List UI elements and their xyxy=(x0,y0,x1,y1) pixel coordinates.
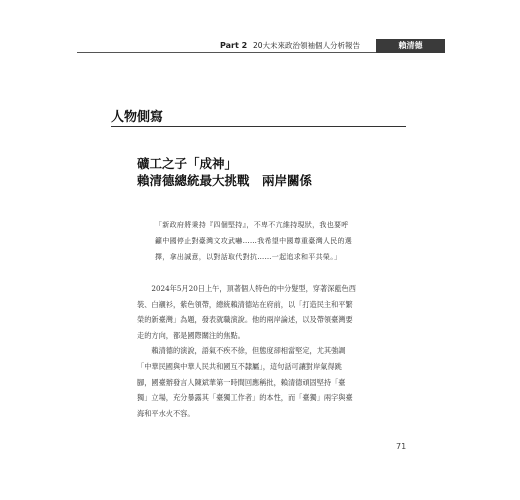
body-line: 腳，國臺辦發言人陳斌華第一時間回應稱批，賴清德頑固堅持「臺 xyxy=(137,377,346,387)
body-line: 海和平水火不容。 xyxy=(137,408,195,418)
body-line: 2024年5月20日上午，頂著個人特色的中分髮型，穿著深藍色西 xyxy=(137,284,356,293)
section-rule xyxy=(111,126,406,127)
headline xyxy=(137,155,312,189)
headline-line-1: 礦工之子「成神」 xyxy=(137,156,238,171)
section-title: 人物側寫 xyxy=(111,110,164,125)
quote-line: 擇，拿出誠意，以對話取代對抗……一起追求和平共榮。」 xyxy=(155,253,342,261)
headline-line-2: 賴清德總統最大挑戰 兩岸關係 xyxy=(137,173,313,188)
body-text xyxy=(137,282,407,422)
quote-line: 籲中國停止對臺灣文攻武嚇……我希望中國尊重臺灣人民的選 xyxy=(155,237,353,245)
quote-line: 「新政府將秉持『四個堅持』，不卑不亢維持現狀，我也要呼 xyxy=(155,221,349,229)
body-line: 裝、白襯衫，紫色領帶，總統賴清德站在府前，以「打造民主和平繁 xyxy=(137,299,353,309)
body-line: 「中華民國與中華人民共和國互不隸屬」，這句話可讓對岸氣得跳 xyxy=(137,361,342,371)
chapter-name-tab: 賴清德 xyxy=(376,39,445,53)
body-line: 走的方向，都是國際關注的焦點。 xyxy=(137,330,245,340)
body-line: 榮的新臺灣」為題，發表就職演說。他的兩岸論述，以及帶領臺灣要 xyxy=(137,315,353,325)
part-label: Part 2 xyxy=(220,41,248,50)
page-number: 71 xyxy=(396,442,407,451)
pull-quote xyxy=(155,217,405,265)
book-title: 20大未來政治領袖個人分析報告 xyxy=(253,41,361,50)
body-line: 賴清德的演說，語氣不疾不徐，但態度卻相當堅定，尤其強調 xyxy=(137,346,346,356)
body-line: 獨」立場，充分暴露其「臺獨工作者」的本性，而「臺獨」兩字與臺 xyxy=(137,393,353,403)
